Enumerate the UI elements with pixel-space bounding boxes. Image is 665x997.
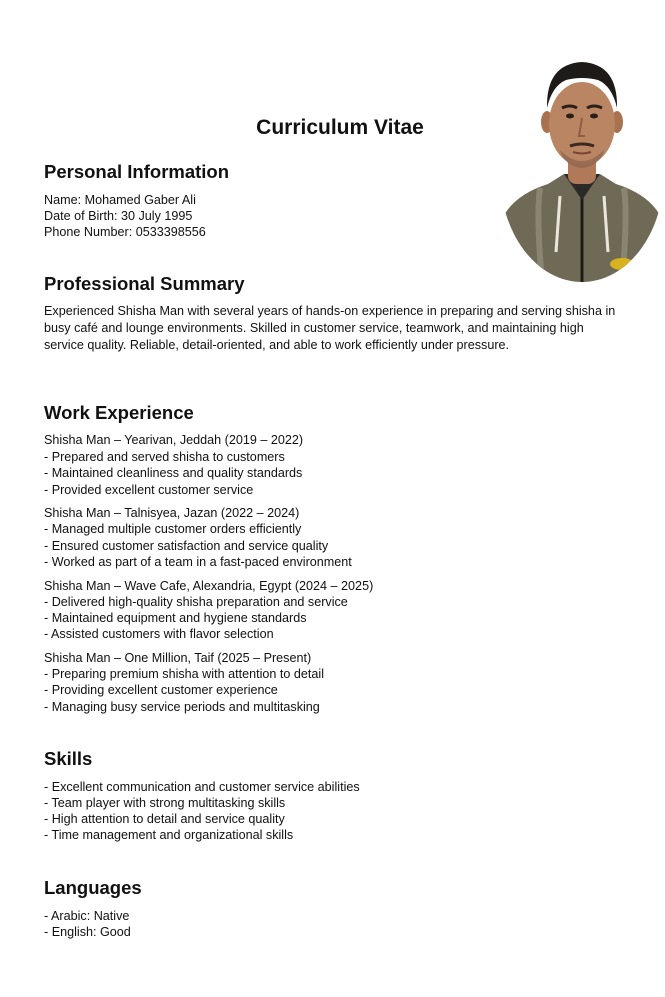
skill-item: - Excellent communication and customer service abilities xyxy=(44,780,360,794)
section-heading: Languages xyxy=(44,877,142,898)
skill-item: - High attention to detail and service quality xyxy=(44,812,285,826)
name-line: Name: Mohamed Gaber Ali xyxy=(44,193,196,207)
language-item: - Arabic: Native xyxy=(44,909,130,923)
job-bullet: - Assisted customers with flavor selection xyxy=(44,627,274,641)
skill-item: - Time management and organizational skills xyxy=(44,828,294,842)
phone-line: Phone Number: 0533398556 xyxy=(44,225,206,239)
profile-photo xyxy=(500,46,664,282)
job-bullet: - Ensured customer satisfaction and service quality xyxy=(44,539,329,553)
job-bullet: - Preparing premium shisha with attention to detail xyxy=(44,667,325,681)
job-title: Shisha Man – Talnisyea, Jazan (2022 – 2024) xyxy=(44,506,300,520)
dob-line: Date of Birth: 30 July 1995 xyxy=(44,209,193,223)
job-bullet: - Managed multiple customer orders efficiently xyxy=(44,522,302,536)
skill-item: - Team player with strong multitasking skills xyxy=(44,796,286,810)
job-title: Shisha Man – One Million, Taif (2025 – Present) xyxy=(44,651,312,665)
language-item: - English: Good xyxy=(44,925,131,939)
summary-text: Experienced Shisha Man with several years of hands-on experience in preparing and serving shisha in busy café and lounge environments. Skilled in customer service, teamwork, and maintaining high service quality. Reliable, detail-oriented, and able to work efficiently under pressure. xyxy=(44,304,616,352)
job-title: Shisha Man – Yearivan, Jeddah (2019 – 2022) xyxy=(44,433,304,447)
page-title: Curriculum Vitae xyxy=(256,116,424,139)
job-bullet: - Delivered high-quality shisha preparation and service xyxy=(44,595,348,609)
job-title: Shisha Man – Wave Cafe, Alexandria, Egypt (2024 – 2025) xyxy=(44,579,374,593)
section-heading: Work Experience xyxy=(44,402,194,423)
job-bullet: - Provided excellent customer service xyxy=(44,483,254,497)
job-bullet: - Maintained cleanliness and quality standards xyxy=(44,466,303,480)
job-bullet: - Managing busy service periods and multitasking xyxy=(44,700,320,714)
job-bullet: - Prepared and served shisha to customers xyxy=(44,450,285,464)
section-heading: Skills xyxy=(44,748,93,769)
job-bullet: - Providing excellent customer experience xyxy=(44,683,278,697)
job-bullet: - Maintained equipment and hygiene standards xyxy=(44,611,307,625)
section-heading: Professional Summary xyxy=(44,273,245,294)
section-heading: Personal Information xyxy=(44,161,230,182)
job-bullet: - Worked as part of a team in a fast-paced environment xyxy=(44,555,352,569)
